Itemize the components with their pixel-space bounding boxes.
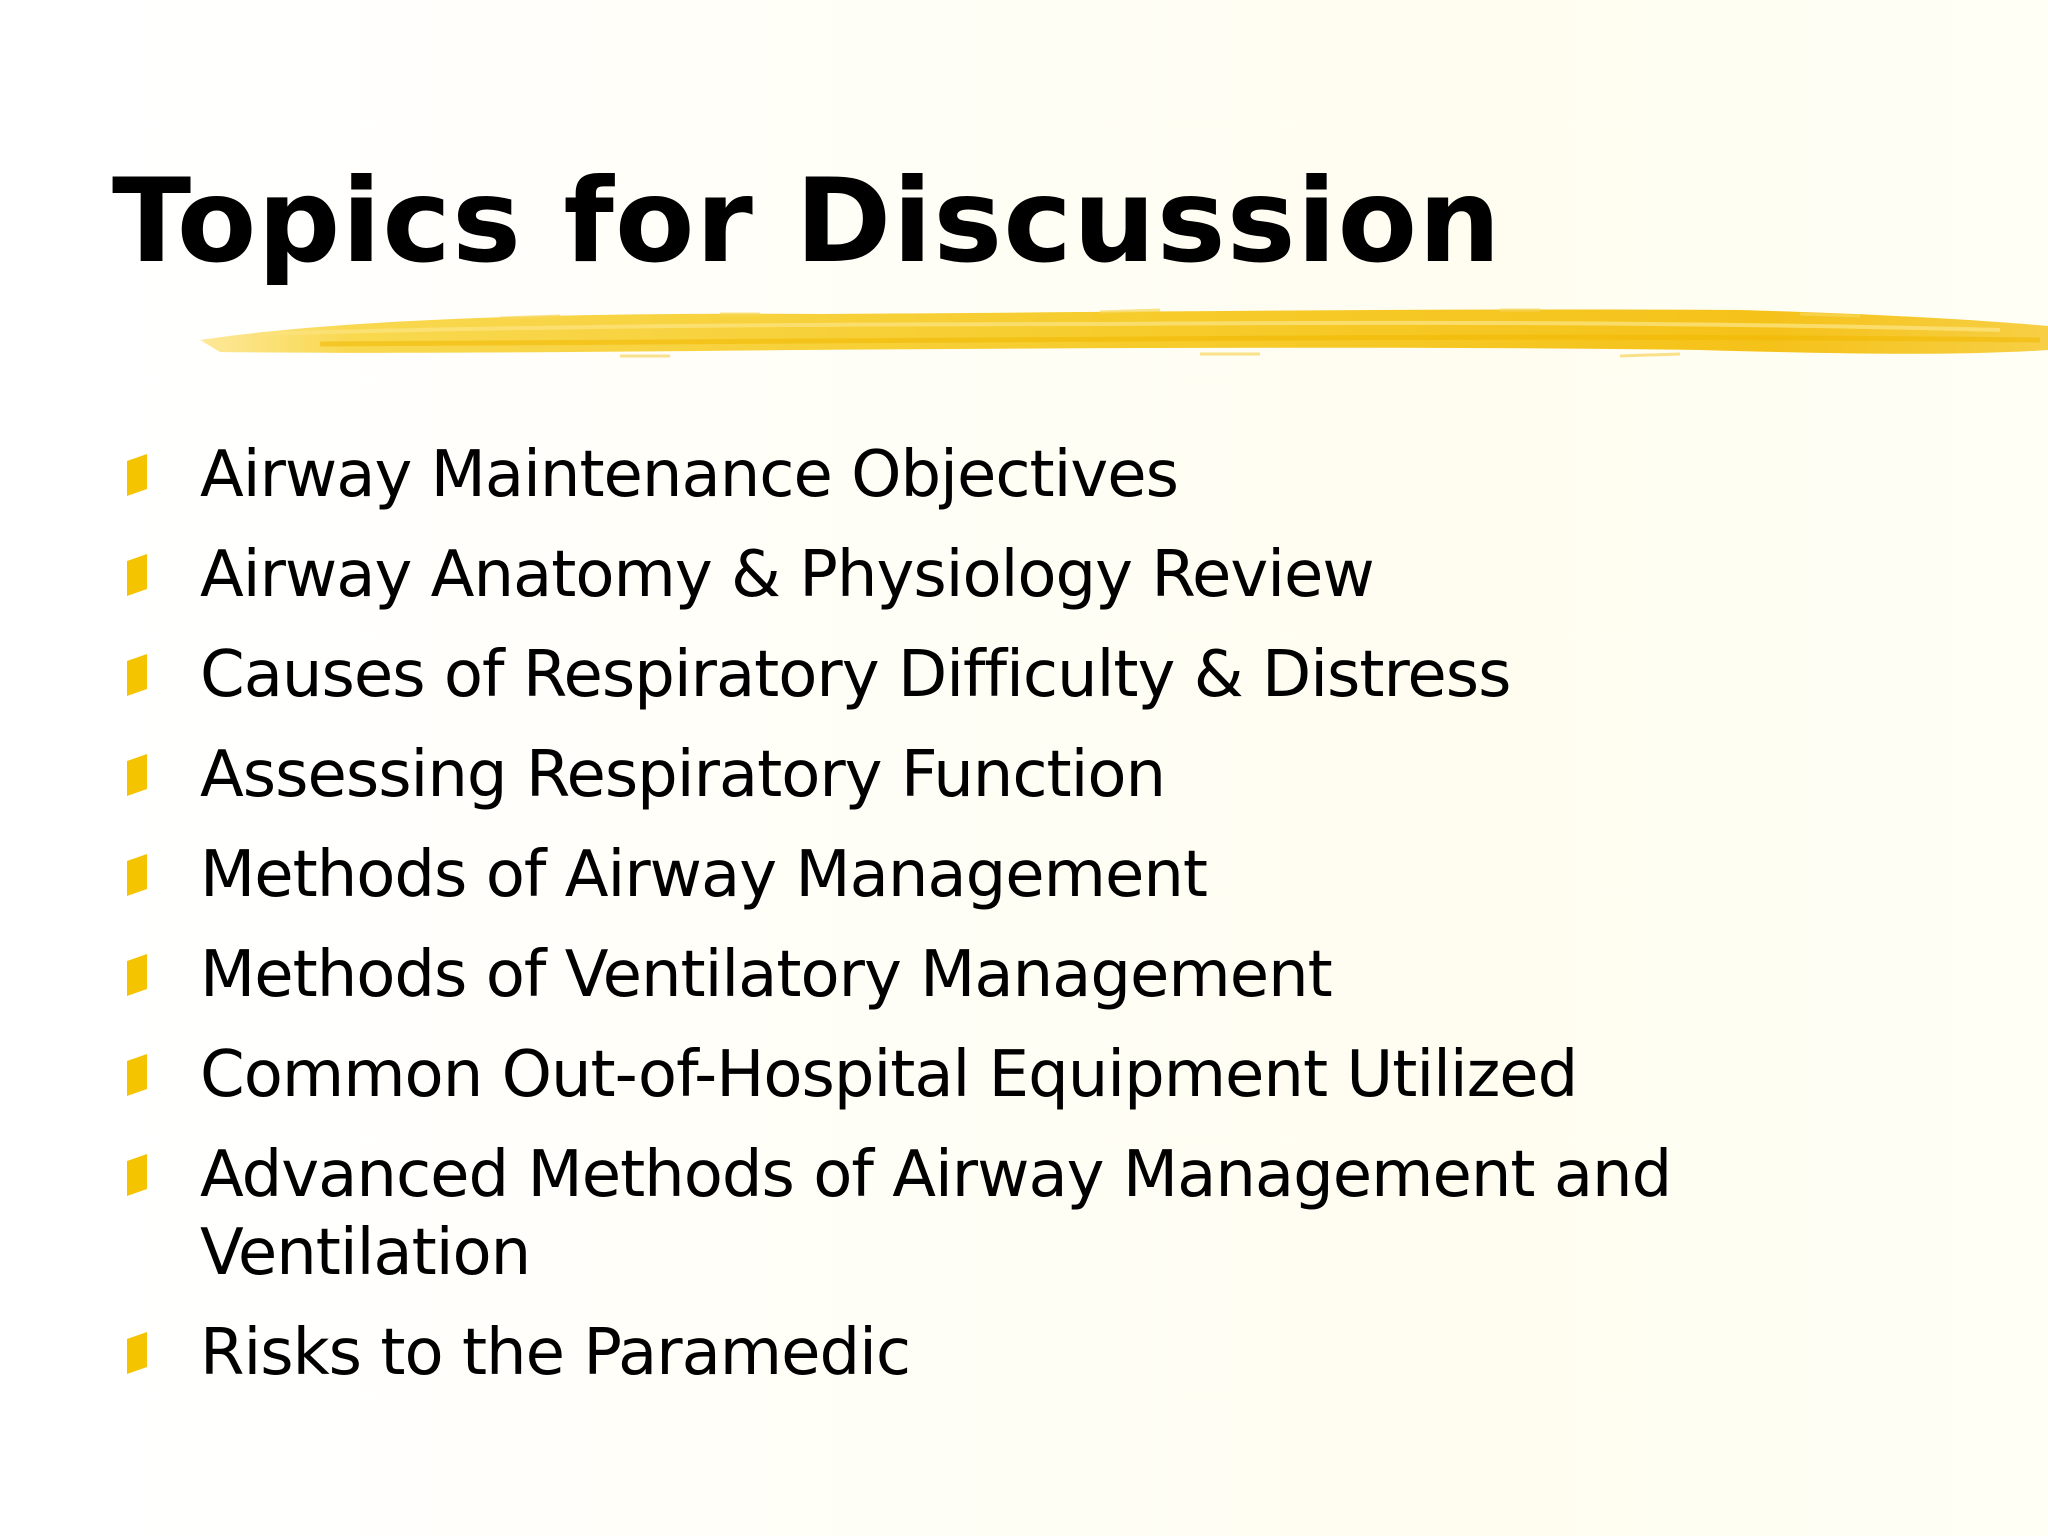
topic-text: Causes of Respiratory Difficulty & Distress: [200, 638, 1511, 712]
topic-item: [0, 736, 1700, 814]
topic-item: [0, 436, 1700, 514]
topic-item: [0, 836, 1700, 914]
yellow-bar-bullet-icon: [127, 1154, 147, 1196]
yellow-bar-bullet-icon: [127, 854, 147, 896]
yellow-bar-bullet-icon: [127, 754, 147, 796]
yellow-bar-bullet-icon: [127, 954, 147, 996]
brush-stroke-underline: [200, 296, 2048, 376]
topic-text: Assessing Respiratory Function: [200, 738, 1166, 812]
yellow-bar-bullet-icon: [127, 554, 147, 596]
topic-item: [0, 536, 1700, 614]
topic-text: Methods of Airway Management: [200, 838, 1207, 912]
topic-text: Airway Anatomy & Physiology Review: [200, 538, 1374, 612]
topic-list: [0, 436, 1700, 1414]
yellow-bar-bullet-icon: [127, 654, 147, 696]
topic-text: Advanced Methods of Airway Management and Ventilation: [200, 1138, 1672, 1290]
topic-item: [0, 936, 1700, 1014]
yellow-bar-bullet-icon: [127, 1054, 147, 1096]
topic-item: [0, 636, 1700, 714]
topic-item: [0, 1036, 1700, 1114]
topic-item: [0, 1136, 1700, 1292]
topic-text: Common Out-of-Hospital Equipment Utilized: [200, 1038, 1578, 1112]
topic-text: Airway Maintenance Objectives: [200, 438, 1178, 512]
yellow-bar-bullet-icon: [127, 454, 147, 496]
yellow-bar-bullet-icon: [127, 1332, 147, 1374]
slide-title: Topics for Discussion: [112, 154, 1502, 289]
topic-text: Risks to the Paramedic: [200, 1316, 911, 1390]
topic-item: [0, 1314, 1700, 1392]
topic-text: Methods of Ventilatory Management: [200, 938, 1332, 1012]
